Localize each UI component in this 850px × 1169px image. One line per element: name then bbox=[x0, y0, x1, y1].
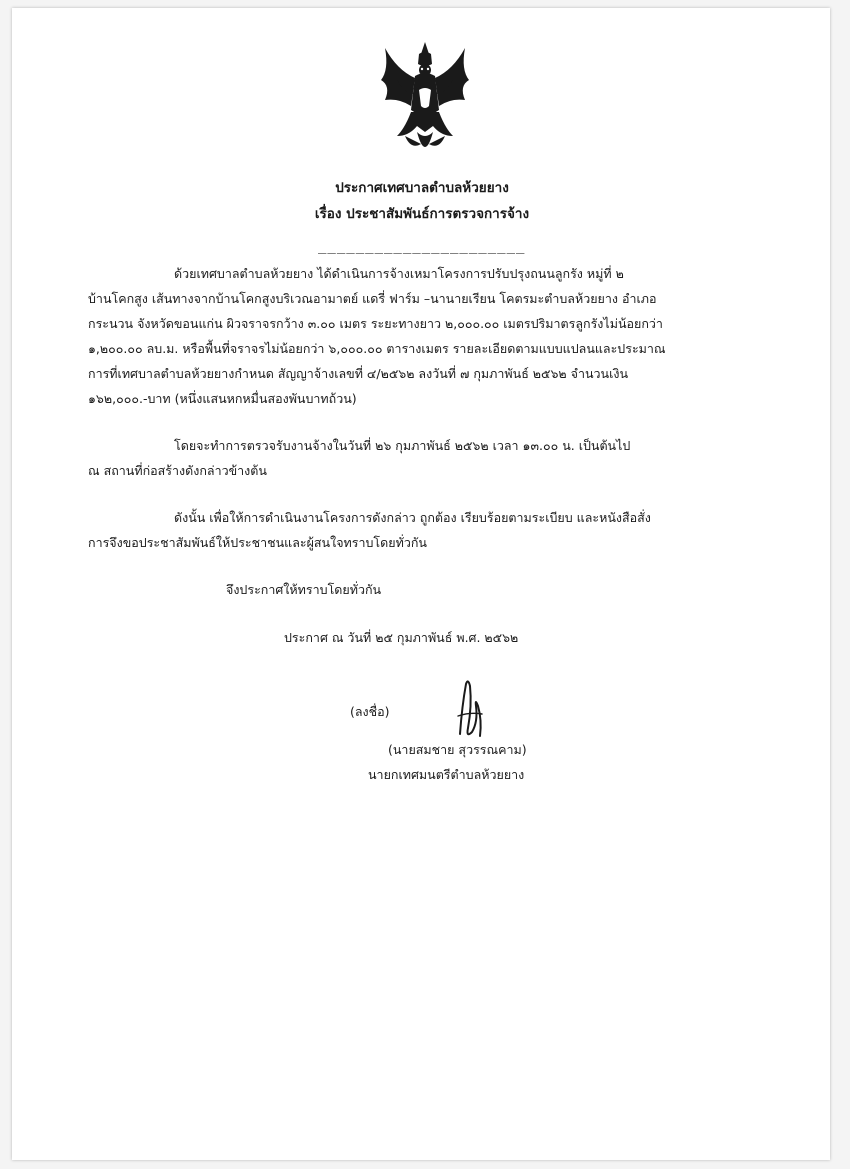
paragraph-1-line-2: บ้านโคกสูง เส้นทางจากบ้านโคกสูงบริเวณอามาตย์ แดรี่ ฟาร์ม –นานายเรียน โคตรมะตำบลห้วยยาง อำเภอ bbox=[88, 291, 657, 306]
document-page bbox=[12, 8, 830, 1160]
announcement-title: ประกาศเทศบาลตำบลห้วยยาง bbox=[335, 180, 509, 196]
paragraph-1-line-4: ๑,๒๐๐.๐๐ ลบ.ม. หรือพื้นที่จราจรไม่น้อยกว่า ๖,๐๐๐.๐๐ ตารางเมตร รายละเอียดตามแบบแปลนและประมาณ bbox=[88, 341, 666, 356]
closing-statement: จึงประกาศให้ทราบโดยทั่วกัน bbox=[226, 582, 382, 597]
sign-label: (ลงชื่อ) bbox=[350, 704, 390, 719]
title-divider: ______________________ bbox=[318, 238, 526, 254]
paragraph-3-line-1: ดังนั้น เพื่อให้การดำเนินงานโครงการดังกล่าว ถูกต้อง เรียบร้อยตามระเบียบ และหนังสือสั่ง bbox=[174, 510, 651, 525]
paragraph-1-line-6: ๑๖๒,๐๐๐.-บาท (หนึ่งแสนหกหมื่นสองพันบาทถ้วน) bbox=[88, 391, 357, 406]
announcement-subject: เรื่อง ประชาสัมพันธ์การตรวจการจ้าง bbox=[314, 206, 530, 222]
signatory-position: นายกเทศมนตรีตำบลห้วยยาง bbox=[368, 767, 525, 782]
handwritten-signature bbox=[452, 676, 492, 746]
paragraph-1-line-1: ด้วยเทศบาลตำบลห้วยยาง ได้ดำเนินการจ้างเหมาโครงการปรับปรุงถนนลูกรัง หมู่ที่ ๒ bbox=[174, 266, 624, 281]
announcement-date: ประกาศ ณ วันที่ ๒๕ กุมภาพันธ์ พ.ศ. ๒๕๖๒ bbox=[284, 630, 519, 645]
garuda-emblem bbox=[375, 40, 475, 162]
paragraph-1-line-5: การที่เทศบาลตำบลห้วยยางกำหนด สัญญาจ้างเลขที่ ๔/๒๕๖๒ ลงวันที่ ๗ กุมภาพันธ์ ๒๕๖๒ จำนวนเงิน bbox=[88, 366, 629, 381]
paragraph-3-line-2: การจึงขอประชาสัมพันธ์ให้ประชาชนและผู้สนใจทราบโดยทั่วกัน bbox=[88, 535, 427, 550]
paragraph-2-line-2: ณ สถานที่ก่อสร้างดังกล่าวข้างต้น bbox=[88, 463, 267, 478]
paragraph-1-line-3: กระนวน จังหวัดขอนแก่น ผิวจราจรกว้าง ๓.๐๐ เมตร ระยะทางยาว ๒,๐๐๐.๐๐ เมตรปริมาตรลูกรังไม่น้อยกว่า bbox=[88, 316, 663, 331]
paragraph-2-line-1: โดยจะทำการตรวจรับงานจ้างในวันที่ ๒๖ กุมภาพันธ์ ๒๕๖๒ เวลา ๑๓.๐๐ น. เป็นต้นไป bbox=[174, 438, 631, 453]
signatory-name: (นายสมชาย สุวรรณคาม) bbox=[388, 742, 527, 757]
